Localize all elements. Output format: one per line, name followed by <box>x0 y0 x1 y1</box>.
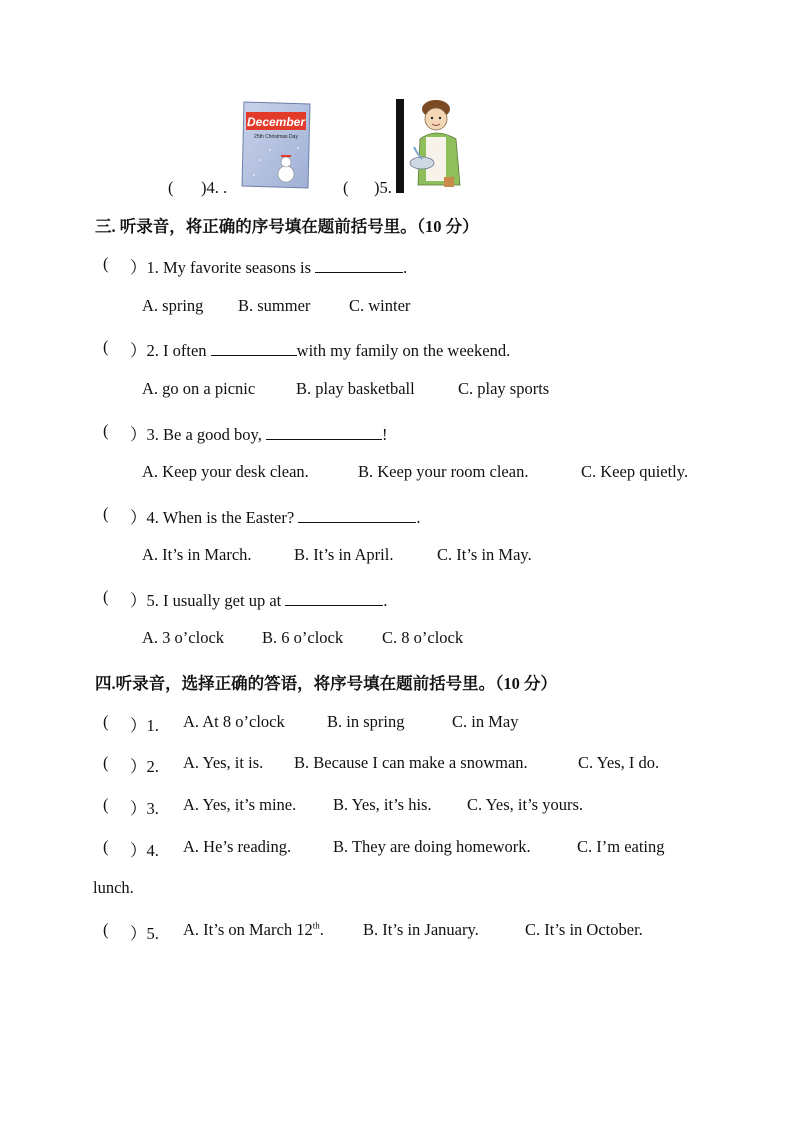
s3-q2-option-b: B. play basketball <box>296 379 415 398</box>
q5-label: )5. <box>374 178 392 197</box>
s4-q5-num: ）5. <box>130 924 159 943</box>
s4-q2-option-a: A. Yes, it is. <box>183 753 264 772</box>
s3-q3-option-b: B. Keep your room clean. <box>358 462 529 481</box>
s3-q2-option-a: A. go on a picnic <box>142 379 256 398</box>
s4-q1-option-a: A. At 8 o’clock <box>183 712 285 731</box>
s3-q4-option-a: A. It’s in March. <box>142 545 252 564</box>
s3-q3-option-a: A. Keep your desk clean. <box>142 462 309 481</box>
s3-q4-option-c: C. It’s in May. <box>437 545 532 564</box>
calendar-picture <box>240 100 312 190</box>
s3-q4-option-b: B. It’s in April. <box>294 545 394 564</box>
answer-blank[interactable] <box>211 341 297 356</box>
answer-blank[interactable] <box>298 508 416 523</box>
s3-q1-option-b: B. summer <box>238 296 311 315</box>
q4-label: )4. . <box>201 178 228 197</box>
s3-q2-paren: ( <box>103 337 109 356</box>
s3-q5-option-a: A. 3 o’clock <box>142 628 225 647</box>
s4-q3-paren: ( <box>103 795 109 814</box>
s3-q1-stem: ）1. My favorite seasons is . <box>130 258 408 277</box>
calendar-month: December <box>246 115 306 129</box>
q5-open-paren: ( <box>343 178 349 197</box>
s4-q3-num: ）3. <box>130 799 159 818</box>
s4-q4-option-b: B. They are doing homework. <box>333 837 531 856</box>
s4-q5-option-b: B. It’s in January. <box>363 920 479 939</box>
s3-q5-option-b: B. 6 o’clock <box>262 628 344 647</box>
s4-q4-num: ）4. <box>130 841 159 860</box>
s4-q2-option-c: C. Yes, I do. <box>578 753 660 772</box>
s4-q4-paren: ( <box>103 837 109 856</box>
s3-q4-stem: ）4. When is the Easter? . <box>130 508 421 527</box>
s3-q1-option-a: A. spring <box>142 296 204 315</box>
s4-q5-option-a: A. It’s on March 12th. <box>183 920 324 939</box>
s4-q1-option-c: C. in May <box>452 712 519 731</box>
s4-q5-option-c: C. It’s in October. <box>525 920 643 939</box>
s4-q1-paren: ( <box>103 712 109 731</box>
s4-q3-option-a: A. Yes, it’s mine. <box>183 795 297 814</box>
calendar-caption: 25th Christmas Day <box>254 134 298 140</box>
s4-q4-option-c: C. I’m eating <box>577 837 665 856</box>
s4-q4-wrap: lunch. <box>93 878 134 897</box>
s3-q3-option-c: C. Keep quietly. <box>581 462 689 481</box>
q4-open-paren: ( <box>168 178 174 197</box>
s4-q2-num: ）2. <box>130 757 159 776</box>
s3-q5-paren: ( <box>103 587 109 606</box>
s4-q4-option-a: A. He’s reading. <box>183 837 292 856</box>
s4-q5-paren: ( <box>103 920 109 939</box>
s3-q3-stem: ）3. Be a good boy, ! <box>130 425 388 444</box>
s4-q3-option-c: C. Yes, it’s yours. <box>467 795 583 814</box>
s3-q1-text: ）1. My favorite seasons is <box>130 258 312 277</box>
s3-q3-paren: ( <box>103 421 109 440</box>
answer-blank[interactable] <box>266 425 382 440</box>
s4-q1-num: ）1. <box>130 716 159 735</box>
s3-q1-option-c: C. winter <box>349 296 411 315</box>
answer-blank[interactable] <box>285 591 383 606</box>
s3-q4-paren: ( <box>103 504 109 523</box>
s4-q3-option-b: B. Yes, it’s his. <box>333 795 432 814</box>
s3-q2-option-c: C. play sports <box>458 379 550 398</box>
answer-blank[interactable] <box>315 258 403 273</box>
s4-q1-option-b: B. in spring <box>327 712 405 731</box>
s4-q2-paren: ( <box>103 753 109 772</box>
section3-heading: 三. 听录音，将正确的序号填在题前括号里。（10 分） <box>95 217 479 236</box>
s3-q2-stem: ）2. I often with my family on the weekend. <box>130 341 511 360</box>
boy-washing-picture <box>396 97 468 193</box>
s3-q1-paren: ( <box>103 254 109 273</box>
section4-heading: 四.听录音，选择正确的答语，将序号填在题前括号里。（10 分） <box>95 674 557 693</box>
s3-q5-stem: ）5. I usually get up at . <box>130 591 388 610</box>
s3-q5-option-c: C. 8 o’clock <box>382 628 464 647</box>
s4-q2-option-b: B. Because I can make a snowman. <box>294 753 528 772</box>
